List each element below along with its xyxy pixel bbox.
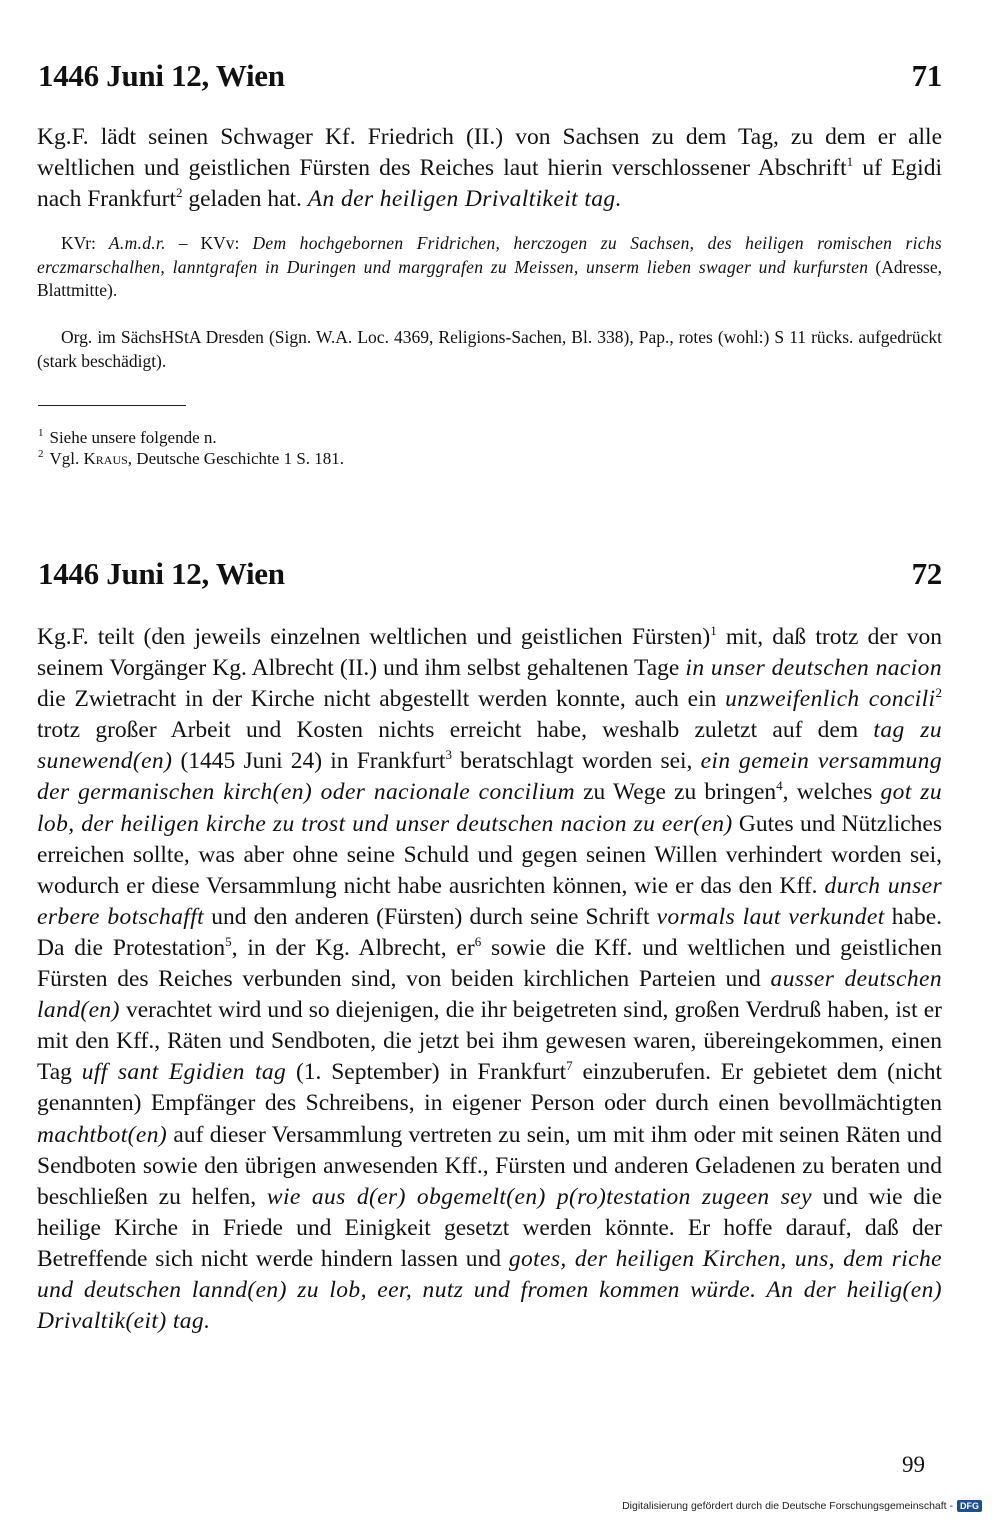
text-run: Vgl. xyxy=(49,449,84,468)
footnote-ref: 2 xyxy=(176,185,183,201)
italic-quote: tag zu sunewend(en) xyxy=(37,717,942,775)
footnote-1 xyxy=(38,427,217,448)
footnote-number: 2 xyxy=(38,448,44,461)
text-run: sowie die Kff. und weltlichen und geistlichen Fürsten des Reiches verbunden sind, von beiden kirchlichen Parteien und xyxy=(37,934,942,993)
text-run: Kg.F. teilt (den jeweils einzelnen weltlichen und geistlichen Fürsten) xyxy=(37,624,711,650)
footer-text: Digitalisierung gefördert durch die Deutsche Forschungsgemeinschaft - xyxy=(622,1500,953,1512)
footnote-ref: 7 xyxy=(566,1058,573,1074)
footnote-ref: 1 xyxy=(710,623,717,639)
text-run: , in der Kg. Albrecht, er xyxy=(231,934,475,961)
italic-quote: ein gemein versammung der germanischen kirch(en) oder nacionale concilium xyxy=(37,748,942,806)
text-run: zu Wege zu bringen xyxy=(574,779,777,806)
footnote-ref: 4 xyxy=(776,778,783,794)
text-run: uf Egidi nach Frankfurt xyxy=(37,155,942,212)
text-run: und den anderen (Fürsten) durch seine Schrift xyxy=(204,903,657,930)
footnote-ref: 1 xyxy=(846,154,854,170)
doc-72-regest xyxy=(37,622,942,1337)
text-run: KVr: xyxy=(61,233,109,253)
italic-quote: machtbot(en) xyxy=(37,1121,168,1148)
doc-71-kanzleivermerk xyxy=(37,232,942,303)
doc-72-number: 72 xyxy=(911,556,942,591)
text-run: Kg.F. lädt seinen Schwager Kf. Friedrich (II.) von Sachsen zu dem Tag, zu dem er alle weltlichen und geistlichen Fürsten des Reiches laut hierin verschlossener Abschrift xyxy=(37,124,942,181)
text-run: die Zwietracht in der Kirche nicht abgestellt werden konnte, auch ein xyxy=(37,686,726,713)
doc-71-overlieferung: Org. im SächsHStA Dresden (Sign. W.A. Loc. 4369, Religions-Sachen, Bl. 338), Pap., rotes (wohl:) S 11 rücks. aufgedrückt (stark beschädigt). xyxy=(37,327,942,371)
text-run: (1445 Juni 24) in Frankfurt xyxy=(172,748,446,775)
doc-71-date-place: 1446 Juni 12, Wien xyxy=(38,58,285,93)
doc-71-heading xyxy=(38,58,942,94)
text-run: einzuberufen. Er gebietet dem (nicht genannten) Empfänger des Schreibens, in eigener Person oder durch einen bevollmächtigten xyxy=(37,1059,942,1117)
italic-quote: ausser deutschen land(en) xyxy=(37,966,943,1024)
text-run: trotz großer Arbeit und Kosten nichts erreicht habe, weshalb zuletzt auf dem xyxy=(37,717,874,744)
text-run: (Adresse, Blattmitte). xyxy=(37,256,943,300)
footnote-divider xyxy=(38,405,186,406)
footnote-ref: 2 xyxy=(935,685,942,701)
footnote-2 xyxy=(38,448,344,469)
doc-72-date-place: 1446 Juni 12, Wien xyxy=(38,556,285,591)
footnote-ref: 3 xyxy=(445,747,452,763)
italic-quote: An der heiligen Drivaltikeit tag. xyxy=(307,186,622,212)
text-run: , Deutsche Geschichte 1 S. 181. xyxy=(127,449,345,468)
italic-quote: wie aus d(er) obgemelt(en) p(ro)testation zugeen sey xyxy=(266,1183,812,1210)
footnote-number: 1 xyxy=(38,427,44,440)
footnote-ref: 5 xyxy=(225,934,232,950)
dfg-logo: DFG xyxy=(957,1500,982,1512)
italic-quote: got zu lob, der heiligen kirche zu trost und unser deutschen nacion zu eer(en) xyxy=(37,779,943,837)
text-run: (1. September) in Frankfurt xyxy=(286,1059,567,1086)
text-run: mit, daß trotz der von seinem Vorgänger Kg. Albrecht (II.) und ihm selbst gehaltenen Tage xyxy=(37,624,943,682)
italic-quote: A.m.d.r. xyxy=(108,233,166,253)
italic-quote: unzweifenlich concili xyxy=(725,686,936,713)
text-run: verachtet wird und so diejenigen, die ihr beigetreten sind, großen Verdruß haben, ist er mit den Kff., Räten und Sendboten, die jetzt bei ihm gewesen waren, übereingekommen, einen Tag xyxy=(37,997,942,1086)
page-number: 99 xyxy=(902,1452,925,1477)
italic-quote: Dem hochgebornen Fridrichen, herczogen zu Sachsen, des heiligen romischen richs erczmarschalhen, lanntgrafen in Duringen und marggrafen zu Meissen, unserm lieben swager und kurfursten xyxy=(37,233,943,277)
text-run: geladen hat. xyxy=(182,186,308,212)
text-run: beratschlagt worden sei, xyxy=(451,748,701,775)
text-run: habe. Da die Protestation xyxy=(37,903,942,961)
text-run: Siehe unsere folgende n. xyxy=(49,428,217,447)
italic-quote: vormals laut verkundet xyxy=(656,903,885,930)
text-run: auf dieser Versammlung vertreten zu sein, um mit ihm oder mit seinen Räten und Sendboten sowie den übrigen anwesenden Kff., Fürsten und anderen Geladenen zu beraten und beschließen zu helfen, xyxy=(37,1121,942,1210)
text-run: und wie die heilige Kirche in Friede und Einigkeit gesetzt werden könnte. Er hoffe darauf, daß der Betreffende sich nicht werde hindern lassen und xyxy=(37,1183,942,1272)
italic-quote: gotes, der heiligen Kirchen, uns, dem riche und deutschen lannd(en) zu lob, eer, nutz und fromen kommen würde. An der heilig(en) Drivaltik(eit) tag. xyxy=(37,1245,942,1335)
dfg-footer xyxy=(622,1500,982,1512)
doc-72-heading xyxy=(38,556,942,592)
doc-71-regest xyxy=(37,122,942,215)
text-run: – KVv: xyxy=(165,233,253,253)
italic-quote: durch unser erbere botschafft xyxy=(37,872,942,930)
doc-71-number: 71 xyxy=(911,58,942,93)
italic-quote: uff sant Egidien tag xyxy=(81,1059,287,1086)
footnote-ref: 6 xyxy=(474,934,482,950)
italic-quote: in unser deutschen nacion xyxy=(685,655,942,682)
text-run: Gutes und Nützliches erreichen sollte, was aber ohne seine Schuld und gegen seinen Willen verhindert worden sei, wodurch er diese Versammlung nicht habe ausrichten können, wie er das den Kff. xyxy=(37,810,943,899)
author-name: Kraus xyxy=(83,449,128,468)
text-run: , welches xyxy=(782,779,881,806)
